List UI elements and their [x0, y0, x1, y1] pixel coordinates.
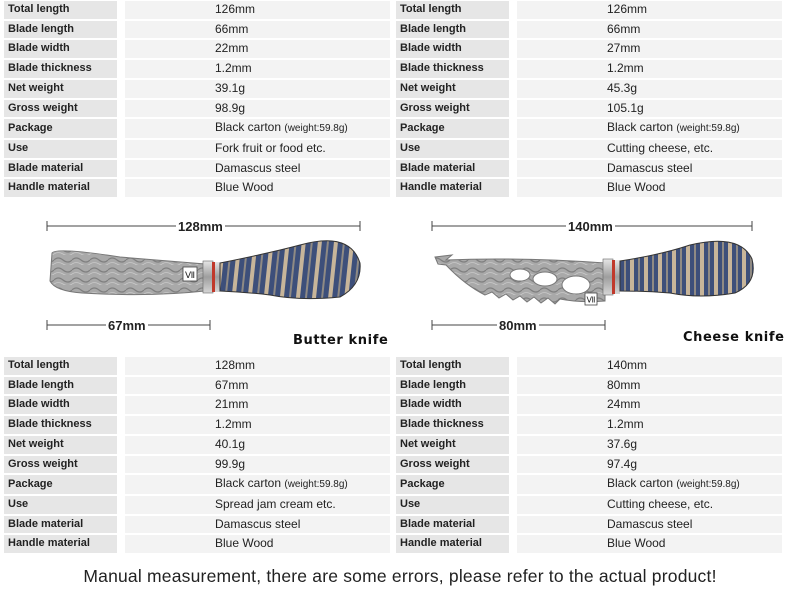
spec-value-text: 21mm — [215, 397, 249, 412]
spec-value-text: 66mm — [607, 21, 641, 36]
spec-label: Blade thickness — [4, 416, 125, 434]
spec-value-text: Damascus steel — [607, 160, 693, 175]
spec-row — [4, 100, 390, 118]
spec-label: Blade width — [396, 396, 517, 414]
spec-row — [396, 160, 782, 178]
spec-value — [125, 179, 390, 197]
spec-value-text: Black carton — [607, 120, 674, 135]
spec-label: Package — [4, 119, 125, 138]
spec-row — [4, 396, 390, 414]
spec-value — [517, 80, 782, 98]
spec-value — [517, 1, 782, 19]
spec-value — [125, 377, 390, 395]
spec-table-top-left — [4, 0, 390, 199]
blade-logo-mark: Ⅶ — [184, 271, 196, 281]
spec-value — [517, 160, 782, 178]
spec-label: Gross weight — [4, 456, 125, 474]
spec-value-text: Black carton — [215, 120, 282, 135]
spec-label: Net weight — [396, 80, 517, 98]
spec-value — [517, 179, 782, 197]
spec-row — [396, 475, 782, 494]
spec-label: Blade length — [396, 377, 517, 395]
spec-value-text: Black carton — [607, 476, 674, 491]
spec-value — [125, 40, 390, 58]
cheese-total-length-label: 140mm — [568, 219, 613, 234]
spec-value — [517, 140, 782, 158]
cheese-blade-logo-mark: Ⅶ — [586, 295, 596, 305]
spec-value — [125, 535, 390, 553]
butter-total-length-label: 128mm — [178, 219, 223, 234]
spec-value-text: 98.9g — [215, 100, 246, 115]
cheese-knife-caption: Cheese knife — [683, 330, 785, 345]
spec-row — [396, 60, 782, 78]
spec-label: Total length — [396, 1, 517, 19]
spec-row — [396, 100, 782, 118]
spec-label: Handle material — [4, 179, 125, 197]
spec-label: Blade width — [4, 40, 125, 58]
spec-label: Gross weight — [396, 100, 517, 118]
spec-value-text: Blue Wood — [215, 180, 274, 195]
spec-value — [517, 456, 782, 474]
spec-value — [125, 456, 390, 474]
spec-row — [4, 377, 390, 395]
spec-label: Net weight — [396, 436, 517, 454]
spec-row — [396, 436, 782, 454]
spec-value-text: 22mm — [215, 41, 249, 56]
spec-value-text: 45.3g — [607, 80, 638, 95]
spec-value — [125, 60, 390, 78]
spec-table-bottom-left — [4, 355, 390, 555]
spec-value-text: 1.2mm — [607, 61, 644, 76]
spec-value-text: Cutting cheese, etc. — [607, 496, 714, 511]
spec-label: Total length — [396, 357, 517, 375]
spec-row — [396, 179, 782, 197]
spec-label: Blade width — [4, 396, 125, 414]
spec-label: Handle material — [396, 535, 517, 553]
spec-value — [125, 160, 390, 178]
spec-row — [4, 1, 390, 19]
spec-row — [4, 456, 390, 474]
spec-row — [396, 456, 782, 474]
spec-label: Net weight — [4, 80, 125, 98]
spec-label: Blade length — [4, 21, 125, 39]
spec-value — [125, 80, 390, 98]
spec-row — [396, 357, 782, 375]
spec-value-text: Cutting cheese, etc. — [607, 140, 714, 155]
spec-value-text: 66mm — [215, 21, 249, 36]
spec-value-text: Damascus steel — [215, 160, 301, 175]
spec-value-text: 1.2mm — [215, 61, 252, 76]
spec-label: Blade length — [4, 377, 125, 395]
spec-value — [517, 396, 782, 414]
spec-value-text: 24mm — [607, 397, 641, 412]
spec-row — [4, 416, 390, 434]
spec-value — [517, 535, 782, 553]
cheese-blade-length-label: 80mm — [499, 318, 537, 333]
spec-label: Blade material — [4, 160, 125, 178]
spec-value-note: (weight:59.8g) — [284, 123, 348, 135]
spec-label: Package — [396, 475, 517, 494]
spec-value — [125, 396, 390, 414]
spec-label: Blade thickness — [396, 60, 517, 78]
spec-value — [125, 416, 390, 434]
spec-row — [4, 119, 390, 138]
spec-value — [517, 516, 782, 534]
spec-label: Use — [396, 496, 517, 514]
spec-row — [396, 140, 782, 158]
spec-value — [125, 140, 390, 158]
spec-label: Package — [396, 119, 517, 138]
spec-row — [396, 80, 782, 98]
spec-row — [4, 40, 390, 58]
spec-row — [396, 40, 782, 58]
spec-label: Package — [4, 475, 125, 494]
spec-row — [4, 436, 390, 454]
spec-value-text: Spread jam cream etc. — [215, 496, 336, 511]
spec-label: Total length — [4, 357, 125, 375]
spec-value-text: 40.1g — [215, 436, 246, 451]
spec-label: Blade material — [396, 516, 517, 534]
spec-value-text: Black carton — [215, 476, 282, 491]
spec-value-text: Damascus steel — [215, 516, 301, 531]
spec-label: Gross weight — [4, 100, 125, 118]
cheese-knife-image — [435, 241, 753, 305]
spec-row — [4, 179, 390, 197]
spec-value — [517, 377, 782, 395]
spec-value-text: 67mm — [215, 377, 249, 392]
spec-label: Handle material — [396, 179, 517, 197]
spec-value — [517, 100, 782, 118]
spec-value-text: 128mm — [215, 358, 256, 372]
spec-row — [396, 119, 782, 138]
spec-value — [517, 119, 782, 138]
spec-value-text: Damascus steel — [607, 516, 693, 531]
spec-value — [125, 475, 390, 494]
spec-row — [4, 140, 390, 158]
spec-value — [125, 357, 390, 375]
spec-row — [396, 516, 782, 534]
spec-value — [125, 100, 390, 118]
spec-label: Blade width — [396, 40, 517, 58]
spec-label: Use — [4, 496, 125, 514]
spec-value-text: 99.9g — [215, 456, 246, 471]
spec-value — [517, 60, 782, 78]
spec-row — [4, 475, 390, 494]
spec-value-text: 126mm — [607, 2, 648, 16]
spec-row — [396, 377, 782, 395]
spec-value-text: 27mm — [607, 41, 641, 56]
spec-value-text: 1.2mm — [607, 417, 644, 432]
spec-value-text: Blue Wood — [215, 536, 274, 551]
butter-knife-image — [50, 241, 360, 299]
spec-row — [396, 535, 782, 553]
butter-blade-length-label: 67mm — [108, 318, 146, 333]
spec-row — [4, 496, 390, 514]
spec-value-text: 37.6g — [607, 436, 638, 451]
spec-table-top-right — [396, 0, 782, 199]
knife-figure — [0, 205, 800, 355]
spec-label: Use — [4, 140, 125, 158]
spec-value-text: 105.1g — [607, 100, 644, 115]
spec-value — [517, 436, 782, 454]
spec-value — [517, 496, 782, 514]
spec-value-text: 126mm — [215, 2, 256, 16]
spec-value — [125, 119, 390, 138]
measurement-disclaimer: Manual measurement, there are some errors, please refer to the actual product! — [83, 566, 717, 586]
spec-value-text: 39.1g — [215, 80, 246, 95]
spec-value — [517, 21, 782, 39]
spec-row — [4, 516, 390, 534]
spec-row — [4, 357, 390, 375]
spec-value-note: (weight:59.8g) — [676, 479, 740, 491]
spec-value-text: Blue Wood — [607, 536, 666, 551]
spec-value — [125, 496, 390, 514]
butter-knife-caption: Butter knife — [293, 333, 389, 348]
spec-row — [396, 396, 782, 414]
spec-row — [4, 160, 390, 178]
spec-row — [4, 60, 390, 78]
spec-label: Gross weight — [396, 456, 517, 474]
spec-value — [125, 1, 390, 19]
spec-value — [517, 475, 782, 494]
spec-label: Total length — [4, 1, 125, 19]
spec-value-text: 97.4g — [607, 456, 638, 471]
spec-label: Blade material — [4, 516, 125, 534]
spec-row — [396, 496, 782, 514]
spec-row — [396, 416, 782, 434]
spec-label: Blade material — [396, 160, 517, 178]
spec-value — [125, 516, 390, 534]
spec-value-note: (weight:59.8g) — [676, 123, 740, 135]
spec-value-text: 140mm — [607, 358, 648, 372]
spec-row — [4, 535, 390, 553]
spec-label: Blade thickness — [396, 416, 517, 434]
spec-table-bottom-right — [396, 355, 782, 555]
spec-row — [4, 80, 390, 98]
spec-row — [396, 21, 782, 39]
spec-label: Net weight — [4, 436, 125, 454]
spec-value — [517, 40, 782, 58]
spec-row — [4, 21, 390, 39]
spec-label: Blade length — [396, 21, 517, 39]
spec-value-text: Blue Wood — [607, 180, 666, 195]
spec-label: Use — [396, 140, 517, 158]
spec-label: Handle material — [4, 535, 125, 553]
spec-label: Blade thickness — [4, 60, 125, 78]
spec-value-text: Fork fruit or food etc. — [215, 140, 326, 155]
spec-value-text: 1.2mm — [215, 417, 252, 432]
spec-value — [517, 416, 782, 434]
spec-value-text: 80mm — [607, 377, 641, 392]
spec-value-note: (weight:59.8g) — [284, 479, 348, 491]
spec-value — [125, 436, 390, 454]
spec-row — [396, 1, 782, 19]
spec-value — [125, 21, 390, 39]
spec-value — [517, 357, 782, 375]
